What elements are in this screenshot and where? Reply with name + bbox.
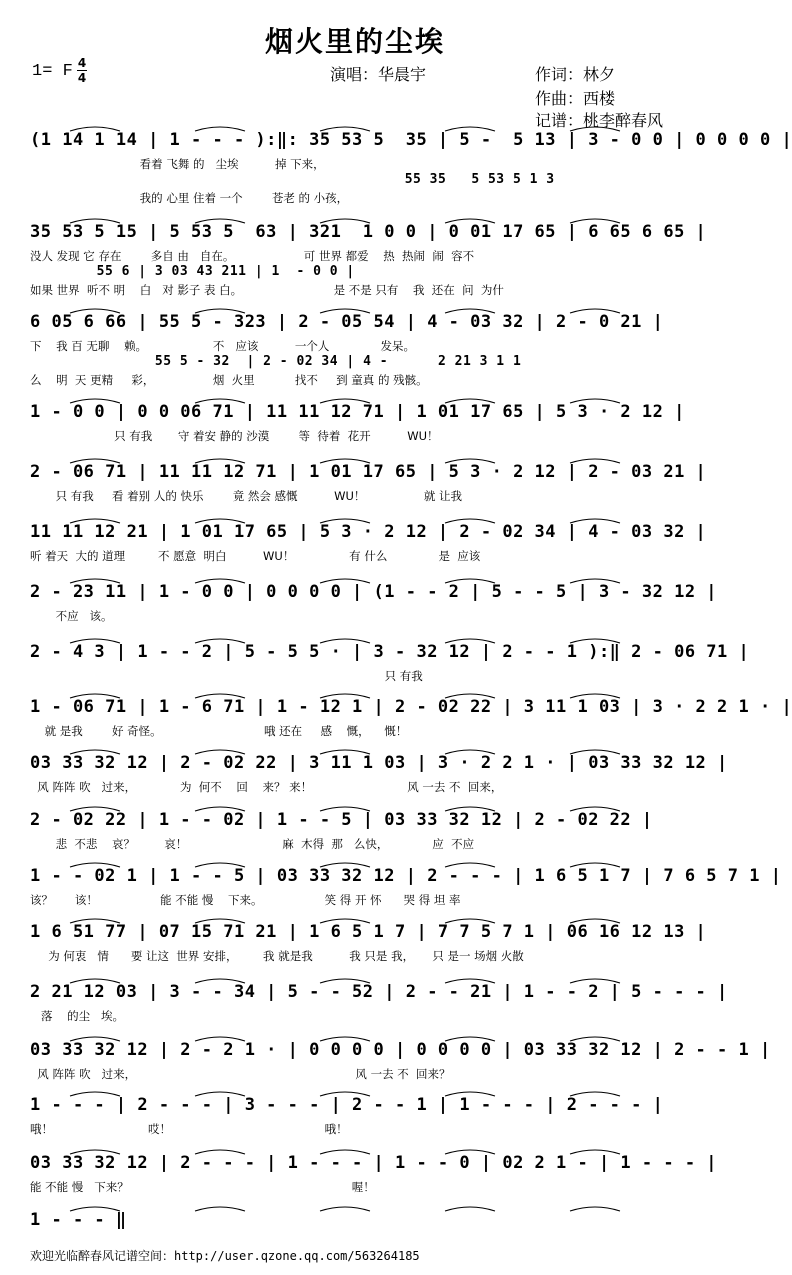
lyric-line: 为 何衷 情 要 让这 世界 安排， 我 就是我 我 只是 我， 只 是一 场烟 火散 — [30, 949, 524, 963]
lyricist-credit: 作词：林夕 — [535, 65, 616, 84]
lyric-line: 能 不能 慢 下来？ 喔！ — [30, 1180, 375, 1194]
lyric-line: 落 的尘 埃。 — [30, 1009, 125, 1023]
slur — [195, 1207, 245, 1211]
slur — [445, 1207, 495, 1211]
time-signature-bottom: 4 — [77, 71, 87, 85]
notation-line: 1 - - - | 2 - - - | 3 - - - | 2 - - 1 | 1 - - - | 2 - - - | — [30, 1095, 664, 1115]
lyric-line: 没人 发现 它 存在 多自 由 自在。 可 世界 都爱 热 热闹 闹 容不 — [30, 249, 475, 263]
notation-line: 03 33 32 12 | 2 - 02 22 | 3 11 1 03 | 3 · 2 2 1 · | 03 33 32 12 | — [30, 753, 728, 773]
lyric-line-second-verse: 么 明 天 更精 彩， 烟 火里 找不 到 童真 的 残骸。 — [30, 373, 428, 387]
notation-line: 03 33 32 12 | 2 - 2 1 · | 0 0 0 0 | 0 0 0 0 | 03 33 32 12 | 2 - - 1 | — [30, 1040, 771, 1060]
notation-line: 1 - 06 71 | 1 - 6 71 | 1 - 12 1 | 2 - 02 22 | 3 11 1 03 | 3 · 2 2 1 · | — [30, 697, 792, 717]
song-title: 烟火里的尘埃 — [264, 25, 445, 58]
lyric-line: 该？ 该！ 能 不能 慢 下来。 笑 得 开 怀 哭 得 坦 率 — [30, 893, 461, 907]
notation-line: 2 - 02 22 | 1 - - 02 | 1 - - 5 | 03 33 32 12 | 2 - 02 22 | — [30, 810, 653, 830]
lyric-line: 风 阵阵 吹 过来， 为 何不 回 来？ 来！ 风 一去 不 回来， — [30, 780, 503, 794]
composer-credit: 作曲：西楼 — [535, 89, 616, 108]
lyric-line: 下 我 百 无聊 赖。 不 应该 一个人 发呆。 — [30, 339, 416, 353]
lyric-line: 只 有我 — [30, 669, 423, 683]
notation-line: 11 11 12 21 | 1 01 17 65 | 5 3 · 2 12 | 2 - 02 34 | 4 - 03 32 | — [30, 522, 707, 542]
notation-line: 2 - 06 71 | 11 11 12 71 | 1 01 17 65 | 5 3 · 2 12 | 2 - 03 21 | — [30, 462, 707, 482]
key-signature: 1= F — [32, 62, 73, 81]
lyric-line: 就 是我 好 奇怪。 哦 还在 感 慨， 慨！ — [30, 724, 408, 738]
notation-line: 2 - 23 11 | 1 - 0 0 | 0 0 0 0 | (1 - - 2 | 5 - - 5 | 3 - 32 12 | — [30, 582, 718, 602]
lyric-line: 风 阵阵 吹 过来， 风 一去 不 回来？ — [30, 1067, 451, 1081]
lyric-line: 听 着天 大的 道理 不 愿意 明白 WU！ 有 什么 是 应该 — [30, 549, 481, 563]
notation-line: 35 53 5 15 | 5 53 5 63 | 321 1 0 0 | 0 01 17 65 | 6 65 6 65 | — [30, 222, 707, 242]
lyric-line-second-verse: 我的 心里 住着 一个 苍老 的 小孩， — [30, 191, 349, 205]
lyric-line-second-verse: 如果 世界 听不 明 白 对 影子 表 白。 是 不是 只有 我 还在 问 为什 — [30, 283, 504, 297]
slur — [570, 1207, 620, 1211]
notation-line: 1 - - 02 1 | 1 - - 5 | 03 33 32 12 | 2 - - - | 1 6 5 1 7 | 7 6 5 7 1 | — [30, 866, 782, 886]
lyric-line: 哦！ 哎！ 哦！ — [30, 1122, 348, 1136]
alternate-notation-line: 55 5 - 32 | 2 - 02 34 | 4 - 2 21 3 1 1 — [30, 354, 522, 369]
lyric-line: 只 有我 守 着安 静的 沙漠 等 待着 花开 WU！ — [30, 429, 439, 443]
notation-line: 6 05 6 66 | 55 5 - 323 | 2 - 05 54 | 4 - 03 32 | 2 - 0 21 | — [30, 312, 664, 332]
lyric-line: 不应 该。 — [30, 609, 113, 623]
notation-line: 2 - 4 3 | 1 - - 2 | 5 - 5 5 · | 3 - 32 12 | 2 - - 1 ):‖ 2 - 06 71 | — [30, 642, 750, 662]
notation-line: 2 21 12 03 | 3 - - 34 | 5 - - 52 | 2 - - 21 | 1 - - 2 | 5 - - - | — [30, 982, 728, 1002]
notation-line: (1 14 1 14 | 1 - - - ):‖: 35 53 5 35 | 5 - 5 13 | 3 - 0 0 | 0 0 0 0 | — [30, 130, 792, 150]
notation-line: 03 33 32 12 | 2 - - - | 1 - - - | 1 - - 0 | 02 2 1 - | 1 - - - | — [30, 1153, 718, 1173]
time-signature — [77, 57, 87, 84]
notation-line: 1 6 51 77 | 07 15 71 21 | 1 6 5 1 7 | 7 7 5 7 1 | 06 16 12 13 | — [30, 922, 707, 942]
time-signature-top: 4 — [77, 56, 87, 70]
slur-marks — [30, 1204, 676, 1212]
slur — [320, 1207, 370, 1211]
footer-link-text: 欢迎光临醉春风记谱空间：http://user.qzone.qq.com/563264185 — [30, 1249, 420, 1263]
notation-line: 1 - 0 0 | 0 0 06 71 | 11 11 12 71 | 1 01 17 65 | 5 3 · 2 12 | — [30, 402, 685, 422]
singer-credit: 演唱：华晨宇 — [330, 65, 427, 84]
lyric-line: 看着 飞舞 的 尘埃 掉 下来， — [30, 157, 325, 171]
notation-line: 1 - - - ‖ — [30, 1210, 127, 1230]
alternate-notation-line: 55 35 5 53 5 1 3 — [30, 172, 555, 187]
alternate-notation-line: 55 6 | 3 03 43 211 | 1 - 0 0 | — [30, 264, 355, 279]
lyric-line: 只 有我 看 着别 人的 快乐 竟 然会 感慨 WU！ 就 让我 — [30, 489, 463, 503]
lyric-line: 悲 不悲 哀？ 哀！ 麻 木得 那 么快， 应 不应 — [30, 837, 475, 851]
transcriber-credit: 记谱：桃李醉春风 — [535, 111, 664, 130]
